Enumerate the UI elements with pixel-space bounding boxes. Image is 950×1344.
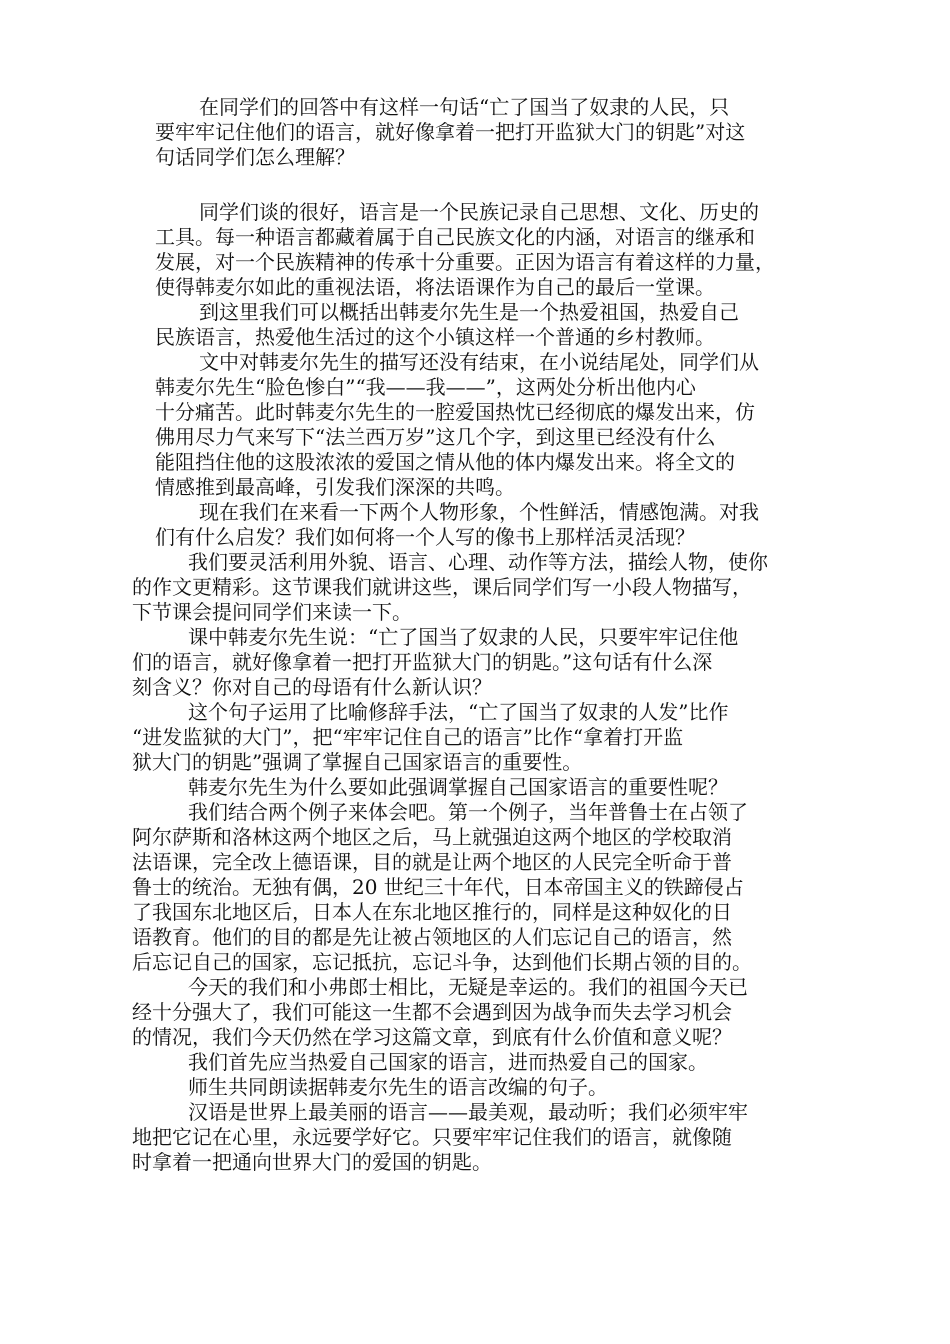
paragraph-9: 韩麦尔先生为什么要如此强调掌握自己国家语言的重要性呢？	[188, 775, 728, 799]
paragraph-6: 我们要灵活利用外貌、语言、心理、动作等方法，描绘人物，使你 的作文更精彩。这节课我们就讲这些，课后同学们写一小段人物描写， 下节课会提问同学们来读一下。	[132, 550, 768, 624]
paragraph-12: 我们首先应当热爱自己国家的语言，进而热爱自己的国家。	[188, 1050, 708, 1074]
paragraph-8: 这个句子运用了比喻修辞手法，“亡了国当了奴隶的人发”比作 “进发监狱的大门”，把“牢牢记住自己的语言”比作“拿着打开监 狱大门的钥匙”强调了掌握自己国家语言的重要性。	[132, 700, 729, 774]
paragraph-4: 文中对韩麦尔先生的描写还没有结束，在小说结尾处，同学们从 韩麦尔先生“脸色惨白”“我——我——”，这两处分析出他内心 十分痛苦。此时韩麦尔先生的一腔爱国热忱已经彻底的爆发出来，仿 佛用尽力气来写下“法兰西万岁”这几个字，到这里已经没有什么 能阻挡住他的这股浓浓的爱国之情从他的体内爆发出来。将全文的 情感推到最高峰，引发我们深深的共鸣。	[155, 350, 759, 499]
paragraph-13: 师生共同朗读据韩麦尔先生的语言改编的句子。	[188, 1075, 608, 1099]
paragraph-11: 今天的我们和小弗郎士相比，无疑是幸运的。我们的祖国今天已 经十分强大了，我们可能这一生都不会遇到因为战争而失去学习机会 的情况，我们今天仍然在学习这篇文章，到底有什么价值和意义呢？	[132, 975, 748, 1049]
paragraph-7: 课中韩麦尔先生说：“亡了国当了奴隶的人民，只要牢牢记住他 们的语言，就好像拿着一把打开监狱大门的钥匙。”这句话有什么深 刻含义？你对自己的母语有什么新认识？	[132, 625, 739, 699]
paragraph-2: 同学们谈的很好，语言是一个民族记录自己思想、文化、历史的 工具。每一种语言都藏着属于自己民族文化的内涵，对语言的继承和 发展，对一个民族精神的传承十分重要。正因为语言有着这样的力量， 使得韩麦尔如此的重视法语，将法语课作为自己的最后一堂课。	[155, 200, 775, 299]
paragraph-5: 现在我们在来看一下两个人物形象，个性鲜活，情感饱满。对我 们有什么启发？我们如何将一个人写的像书上那样活灵活现？	[155, 500, 759, 549]
paragraph-1: 在同学们的回答中有这样一句话“亡了国当了奴隶的人民，只 要牢牢记住他们的语言，就好像拿着一把打开监狱大门的钥匙”对这 句话同学们怎么理解？	[155, 95, 746, 169]
paragraph-3: 到这里我们可以概括出韩麦尔先生是一个热爱祖国，热爱自己 民族语言，热爱他生活过的这个小镇这样一个普通的乡村教师。	[155, 300, 739, 349]
paragraph-14: 汉语是世界上最美丽的语言——最美观，最动听；我们必须牢牢 地把它记在心里，永远要学好它。只要牢牢记住我们的语言，就像随 时拿着一把通向世界大门的爱国的钥匙。	[132, 1100, 748, 1174]
paragraph-10: 我们结合两个例子来体会吧。第一个例子，当年普鲁士在占领了 阿尔萨斯和洛林这两个地区之后，马上就强迫这两个地区的学校取消 法语课，完全改上德语课，目的就是让两个地区的人民完全听命于普 鲁士的统治。无独有偶，20 世纪三十年代，日本帝国主义的铁蹄侵占 了我国东北地区后，日本人在东北地区推行的，同样是这种奴化的日 语教育。他们的目的都是先让被占领地区的人们忘记自己的语言，然 后忘记自己的国家，忘记抵抗，忘记斗争，达到他们长期占领的目的。	[132, 800, 752, 974]
